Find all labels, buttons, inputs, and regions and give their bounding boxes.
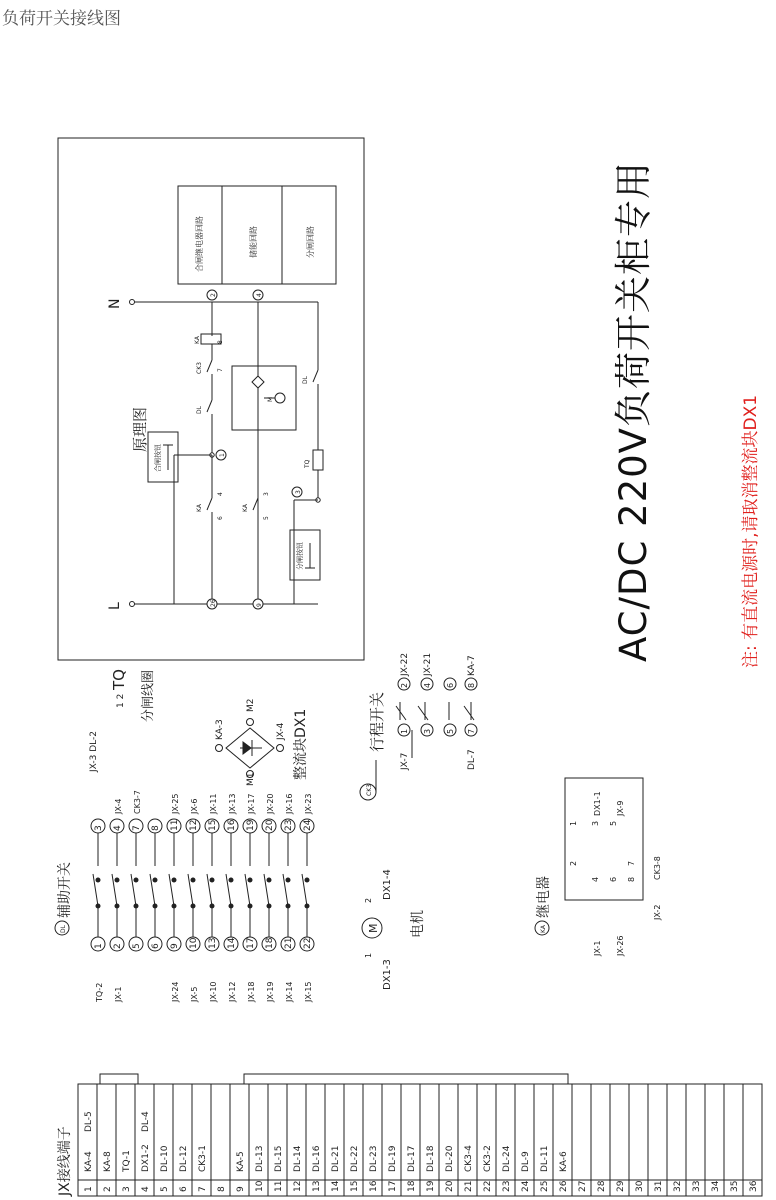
aux-left-number: 9 xyxy=(170,943,180,949)
travel-switch-left-label: JX-7 xyxy=(400,752,410,770)
ck3-left-number: 3 xyxy=(423,728,432,734)
travel-switch-left-label: DL-7 xyxy=(467,749,477,770)
aux-contact-dot xyxy=(134,878,139,883)
terminal-N-label: N xyxy=(107,298,123,309)
ck3-right-label: JX-21 xyxy=(423,652,433,676)
aux-right-label: JX-20 xyxy=(266,793,275,814)
aux-left-label: TQ-2 xyxy=(95,982,104,1002)
terminal-number: 32 xyxy=(673,1180,683,1192)
aux-right-label: JX-6 xyxy=(190,798,199,814)
relay-pin-number: 5 xyxy=(609,820,618,826)
node-1-label: 1 xyxy=(219,453,226,457)
ck3-right-label: KA-7 xyxy=(467,655,477,676)
coil-label: KA xyxy=(194,336,201,344)
terminal-wire-a: CK3-2 xyxy=(483,1145,493,1172)
terminal-number: 29 xyxy=(616,1180,626,1192)
terminal-number: 2 xyxy=(103,1186,113,1192)
aux-left-label: JX-10 xyxy=(209,981,218,1002)
aux-contact-dot xyxy=(267,904,272,909)
node-3-label: 3 xyxy=(295,490,302,494)
motor-label-right: DX1-4 xyxy=(382,869,393,900)
aux-contact-dot xyxy=(191,878,196,883)
aux-left-number: 6 xyxy=(151,943,161,949)
aux-switch xyxy=(91,790,314,1003)
terminal-number: 7 xyxy=(198,1186,208,1192)
aux-contact-dot xyxy=(305,904,310,909)
aux-right-label: JX-13 xyxy=(228,793,237,814)
aux-right-number: 8 xyxy=(151,825,161,831)
open-button-label: 分闸按钮 xyxy=(296,542,304,570)
relay-code: KA xyxy=(540,925,547,933)
dc-note: 注: 有直流电源时,请取消整流块DX1 xyxy=(741,394,761,668)
rectifier-pin4: M2 xyxy=(246,698,256,712)
aux-right-label: JX-23 xyxy=(304,793,313,814)
aux-contact-dot xyxy=(153,904,158,909)
relay-pin-number: 8 xyxy=(627,876,636,882)
ck3-right-number: 2 xyxy=(400,682,409,688)
aux-contact-dot xyxy=(248,904,253,909)
terminal-number: 14 xyxy=(331,1180,341,1192)
schematic-title: 原理图 xyxy=(131,406,149,452)
aux-switch-title: 辅助开关 xyxy=(57,862,73,918)
aux-right-number: 16 xyxy=(227,819,237,831)
terminal-wire-a: DL-22 xyxy=(350,1145,360,1172)
terminal-wire-a: DL-17 xyxy=(407,1145,417,1172)
aux-right-label: JX-11 xyxy=(209,793,218,814)
terminal-wire-a: DL-19 xyxy=(388,1145,398,1172)
aux-contact-dot xyxy=(210,878,215,883)
relay-pin-label: JX-9 xyxy=(616,800,625,816)
aux-right-number: 24 xyxy=(303,819,313,831)
ck3-right-label: JX-22 xyxy=(400,652,410,676)
terminal-number: 28 xyxy=(597,1180,607,1192)
aux-left-number: 1 xyxy=(94,943,104,949)
tq-name: TQ xyxy=(110,669,128,690)
terminal-number: 4 xyxy=(141,1186,151,1192)
terminal-wire-a: DL-20 xyxy=(445,1145,455,1172)
relay-pin-number: 6 xyxy=(609,876,618,882)
aux-right-label: JX-16 xyxy=(285,793,294,814)
aux-left-number: 5 xyxy=(132,943,142,949)
aux-contact-dot xyxy=(191,904,196,909)
relay-pin-label: JX-26 xyxy=(616,935,625,956)
aux-left-label: JX-24 xyxy=(171,981,180,1002)
aux-contact-dot xyxy=(305,878,310,883)
terminal-wire-a: KA-6 xyxy=(559,1151,569,1172)
aux-right-number: 7 xyxy=(132,825,142,831)
relay-pin-label: JX-2 xyxy=(653,904,662,920)
aux-contact-dot xyxy=(210,904,215,909)
aux-right-number: 12 xyxy=(189,819,199,831)
terminal-number: 11 xyxy=(274,1180,284,1192)
aux-right-label: CK3-7 xyxy=(133,790,142,814)
terminal-number: 13 xyxy=(312,1180,322,1192)
aux-right-number: 20 xyxy=(265,819,275,831)
terminal-number: 10 xyxy=(255,1180,265,1192)
aux-left-number: 14 xyxy=(227,937,237,949)
aux-left-label: JX-18 xyxy=(247,981,256,1002)
aux-left-number: 2 xyxy=(113,943,123,949)
terminal-wire-a: DL-10 xyxy=(160,1145,170,1172)
terminal-number: 36 xyxy=(749,1180,759,1192)
terminal-number: 34 xyxy=(711,1180,721,1192)
terminal-number: 15 xyxy=(350,1180,360,1192)
travel-switch-code: CK3 xyxy=(366,784,373,796)
circuit-box-label: 储能回路 xyxy=(249,226,258,258)
motor-pin1: 1 xyxy=(364,952,373,958)
aux-right-number: 4 xyxy=(113,825,123,831)
terminal-wire-b: DL-5 xyxy=(84,1111,94,1132)
terminal-number: 17 xyxy=(388,1180,398,1192)
terminal-block-title xyxy=(56,1126,73,1197)
schematic-panel xyxy=(58,138,364,660)
terminal-wire-a: DL-11 xyxy=(540,1145,550,1172)
aux-right-number: 23 xyxy=(284,819,294,831)
terminal-number: 18 xyxy=(407,1180,417,1192)
ck3-left-number: 7 xyxy=(467,728,476,734)
aux-contact-dot xyxy=(96,878,101,883)
aux-contact-dot xyxy=(267,878,272,883)
relay-pins xyxy=(569,791,662,957)
contact-label: KA xyxy=(196,504,203,512)
node-26-label: 26 xyxy=(210,599,217,607)
terminal-wire-a: DL-23 xyxy=(369,1145,379,1172)
aux-contact-dot xyxy=(286,904,291,909)
terminal-wire-a: DL-18 xyxy=(426,1145,436,1172)
terminal-number: 3 xyxy=(122,1186,132,1192)
aux-left-number: 10 xyxy=(189,937,199,949)
terminal-wire-a: DL-21 xyxy=(331,1145,341,1172)
terminal-number: 26 xyxy=(559,1180,569,1192)
terminal-number: 22 xyxy=(483,1180,493,1192)
terminal-wire-a: DX1-2 xyxy=(141,1144,151,1172)
aux-right-number: 19 xyxy=(246,819,256,831)
aux-contact-dot xyxy=(134,904,139,909)
terminal-wire-a: DL-14 xyxy=(293,1145,303,1172)
terminal-wire-a: CK3-1 xyxy=(198,1145,208,1172)
aux-right-number: 11 xyxy=(170,819,180,831)
terminal-wire-a: DL-9 xyxy=(521,1151,531,1172)
relay-pin-label: JX-1 xyxy=(593,940,602,956)
rectifier-label: 整流块DX1 xyxy=(293,708,309,780)
terminal-number: 31 xyxy=(654,1180,664,1192)
main-title: AC/DC 220V负荷开关柜专用 xyxy=(612,161,655,662)
aux-left-label: JX-5 xyxy=(190,986,199,1002)
terminal-number: 19 xyxy=(426,1180,436,1192)
pin-label: 5 xyxy=(263,516,270,520)
aux-right-number: 3 xyxy=(94,825,104,831)
motor-symbol: M xyxy=(367,923,380,933)
travel-switch-label: 行程开关 xyxy=(368,691,386,752)
aux-right-number: 15 xyxy=(208,819,218,831)
aux-contact-dot xyxy=(229,878,234,883)
motor xyxy=(362,869,426,990)
pin-label: 7 xyxy=(217,368,224,372)
terminal-number: 16 xyxy=(369,1180,379,1192)
motor-label-left: DX1-3 xyxy=(382,959,393,990)
rectifier-pin1: KA-3 xyxy=(215,719,225,740)
terminal-number: 24 xyxy=(521,1180,531,1192)
ck3-right-number: 8 xyxy=(467,682,476,688)
terminal-number: 6 xyxy=(179,1186,189,1192)
rectifier-pin2: JX-4 xyxy=(276,722,286,740)
terminal-number: 8 xyxy=(217,1186,227,1192)
terminal-wire-a: TQ-1 xyxy=(122,1150,132,1172)
aux-right-label: JX-17 xyxy=(247,793,256,814)
aux-left-number: 18 xyxy=(265,937,275,949)
contact-label: CK3 xyxy=(196,362,203,374)
terminal-number: 20 xyxy=(445,1180,455,1192)
node-4-label: 4 xyxy=(256,293,263,297)
contact-label: DL xyxy=(196,406,203,414)
aux-left-number: 17 xyxy=(246,937,256,949)
relay-pin-number: 7 xyxy=(627,860,636,866)
relay-pin-number: 4 xyxy=(591,876,600,882)
travel-switch-text xyxy=(366,653,477,796)
ck3-right-number: 6 xyxy=(446,682,455,688)
aux-left-label: JX-19 xyxy=(266,981,275,1002)
aux-left-number: 21 xyxy=(284,937,294,949)
rectifier-dx1 xyxy=(216,719,284,778)
terminal-wire-a: DL-16 xyxy=(312,1145,322,1172)
aux-contact-dot xyxy=(96,904,101,909)
terminal-wire-a: CK3-4 xyxy=(464,1145,474,1172)
terminal-block xyxy=(78,1084,762,1196)
page-title: 负荷开关接线图 xyxy=(2,9,121,29)
terminal-number: 23 xyxy=(502,1180,512,1192)
terminal-number: 5 xyxy=(160,1186,170,1192)
tq-label: 分闸线圈 xyxy=(141,669,156,722)
terminal-number: 35 xyxy=(730,1180,740,1192)
tq-pins: 1 2 xyxy=(116,693,126,708)
aux-left-label: JX-14 xyxy=(285,981,294,1002)
relay-pin-label: DX1-1 xyxy=(593,791,602,816)
pin-label: 3 xyxy=(263,492,270,496)
pin-label: 8 xyxy=(217,340,224,344)
terminal-number: 27 xyxy=(578,1180,588,1192)
aux-contact-dot xyxy=(248,878,253,883)
node-2-label: 2 xyxy=(210,293,217,297)
aux-contact-dot xyxy=(286,878,291,883)
aux-contact-dot xyxy=(229,904,234,909)
terminal-number: 12 xyxy=(293,1180,303,1192)
terminal-number: 9 xyxy=(236,1186,246,1192)
relay-pin-label: CK3-8 xyxy=(653,856,662,880)
contact-label: DL xyxy=(302,376,309,384)
aux-contact-dot xyxy=(153,878,158,883)
aux-right-label: JX-4 xyxy=(114,798,123,814)
aux-switch-header xyxy=(55,862,73,935)
close-button-label: 合闸按钮 xyxy=(154,444,162,472)
relay-pin-number: 1 xyxy=(569,820,578,826)
terminal-wire-a: KA-4 xyxy=(84,1151,94,1172)
aux-left-number: 13 xyxy=(208,937,218,949)
terminal-number: 33 xyxy=(692,1180,702,1192)
relay-pin-number: 3 xyxy=(591,820,600,826)
terminal-wire-a: DL-24 xyxy=(502,1145,512,1172)
pin-label: 6 xyxy=(217,516,224,520)
relay-pin-number: 2 xyxy=(569,860,578,866)
relay-title: 继电器 xyxy=(536,876,552,918)
tq-pin-labels: JX-3 DL-2 xyxy=(89,731,99,772)
aux-contact-dot xyxy=(172,878,177,883)
motor-name: 电机 xyxy=(410,910,426,938)
aux-left-number: 22 xyxy=(303,937,313,949)
circuit-box-label: 合闸继电器回路 xyxy=(195,216,204,272)
terminal-wire-a: KA-8 xyxy=(103,1151,113,1172)
aux-right-label: JX-25 xyxy=(171,793,180,814)
rectifier-pin3: M1 xyxy=(246,772,256,786)
motor-pin2: 2 xyxy=(364,897,373,903)
terminal-number: 30 xyxy=(635,1180,645,1192)
aux-switch-code: DL xyxy=(60,925,67,933)
aux-left-label: JX-1 xyxy=(114,986,123,1002)
aux-contact-dot xyxy=(172,904,177,909)
terminal-wire-a: DL-12 xyxy=(179,1145,189,1172)
terminal-number: 21 xyxy=(464,1180,474,1192)
terminal-block-title: JX接线端子 xyxy=(57,1126,73,1196)
ck3-left-number: 1 xyxy=(400,728,409,734)
tq-coil xyxy=(89,669,156,773)
terminal-L-label: L xyxy=(107,602,123,610)
terminal-wire-b: DL-4 xyxy=(141,1111,151,1132)
coil-label: TQ xyxy=(304,459,311,468)
ck3-right-number: 4 xyxy=(423,682,432,688)
node-9-label: 9 xyxy=(256,603,263,607)
terminal-wire-a: DL-15 xyxy=(274,1145,284,1172)
motor-symbol: M xyxy=(267,396,274,402)
contact-label: KA xyxy=(242,504,249,512)
aux-contact-dot xyxy=(115,904,120,909)
terminal-wire-a: DL-13 xyxy=(255,1145,265,1172)
ck3-left-number: 5 xyxy=(446,728,455,734)
pin-label: 4 xyxy=(217,492,224,496)
circuit-box-label: 分闸回路 xyxy=(306,226,315,258)
terminal-jumpers xyxy=(100,1074,568,1084)
aux-left-label: JX-12 xyxy=(228,981,237,1002)
terminal-number: 1 xyxy=(84,1186,94,1192)
aux-contact-dot xyxy=(115,878,120,883)
terminal-number: 25 xyxy=(540,1180,550,1192)
aux-left-label: JX-15 xyxy=(304,981,313,1002)
relay xyxy=(535,778,643,935)
terminal-wire-a: KA-5 xyxy=(236,1151,246,1172)
